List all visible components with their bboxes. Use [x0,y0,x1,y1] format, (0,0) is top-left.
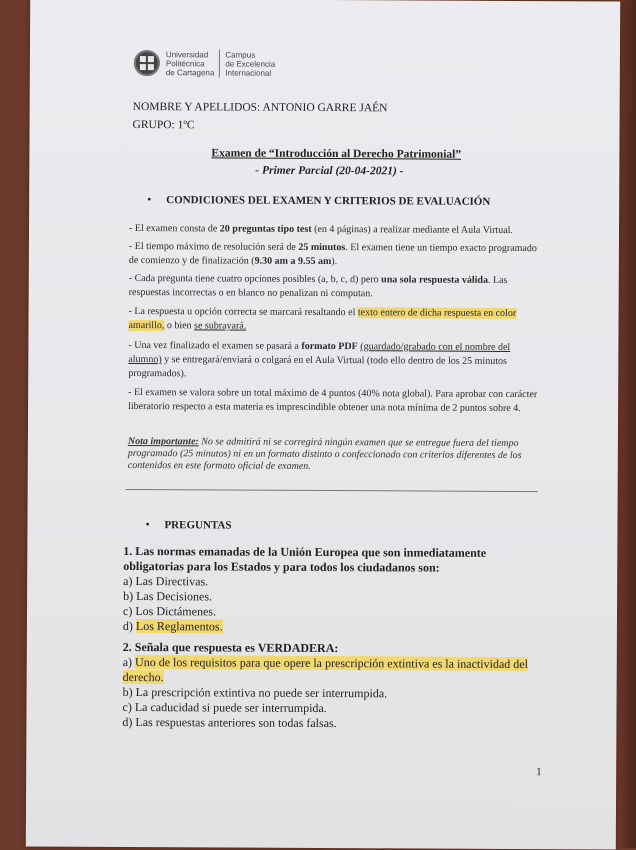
exam-page [26,0,620,850]
student-name: NOMBRE Y APELLIDOS: ANTONIO GARRE JAÉN [132,100,388,115]
condition-4: - La respuesta u opción correcta se marcará resaltando el texto entero de dicha respuesta en color amarillo, o bien se subrayará. [128,305,517,332]
question-1 [123,544,543,636]
condition-5: - Una vez finalizado el examen se pasará a formato PDF (guardado/grabado con el nombre del alumno) y se entregará/enviará o colgará en el Aula Virtual (todo ello dentro de los 25 minutos programados). [128,339,511,380]
university-seal-icon [134,50,160,76]
highlighted-text: texto entero de dicha respuesta en color amarillo, [128,307,517,332]
page-number: 1 [536,766,542,779]
bullet-icon: • [147,192,152,207]
condition-2: - El tiempo máximo de resolución será de 25 minutos. El examen tiene un tiempo exacto programado de comienzo y de finalización (9.30 am a 9.55 am). [128,240,537,268]
highlighted-answer: Los Reglamentos. [135,619,223,634]
condition-1: - El examen consta de 20 preguntas tipo test (en 4 páginas) a realizar mediante el Aula Virtual. [128,222,513,236]
question-2-option-a: a) Uno de los requisitos para que opere la prescripción extintiva es la inactividad del derecho. [122,654,528,685]
highlighted-answer: Uno de los requisitos para que opere la prescripción extintiva es la inactividad del derecho. [122,655,528,685]
question-1-stem: 1. Las normas emanadas de la Unión Europea que son inmediatamente obligatorias para los Estados y para todos los ciudadanos son: [123,543,487,575]
condition-3: - Cada pregunta tiene cuatro opciones posibles (a, b, c, d) pero una sola respuesta válida. Las respuestas incorrectas o en blanco no penalizan ni computan. [128,272,508,300]
questions-heading: PREGUNTAS [164,519,232,532]
exam-subtitle: - Primer Parcial (20-04-2021) - [255,164,404,178]
question-1-option-a: a) Las Directivas. [123,573,209,589]
condition-6: - El examen se valora sobre un total máximo de 4 puntos (40% nota global). Para aprobar con carácter liberatorio respecto a esta materia es imprescindible obtener una nota mínima de 2 puntos sobre 4. [128,386,538,415]
section-divider [126,489,538,492]
question-1-option-c: c) Los Dictámenes. [122,603,217,619]
bullet-icon: • [145,517,150,532]
student-group: GRUPO: 1ºC [132,118,195,132]
exam-title: Examen de “Introducción al Derecho Patrimonial” [211,147,462,161]
conditions-heading: CONDICIONES DEL EXAMEN Y CRITERIOS DE EVALUACIÓN [166,194,491,208]
logo-divider [219,49,220,77]
important-note: Nota importante: No se admitirá ni se corregirá ningún examen que se entregue fuera del tiempo programado (25 minutos) ni en un formato distinto o confeccionado con criterios diferentes de los contenidos en este formato oficial de examen. [127,435,522,472]
question-2 [122,640,542,732]
campus-name: Campus de Excelencia Internacional [225,49,276,78]
question-2-stem: 2. Señala que respuesta es VERDADERA: [122,639,339,656]
question-1-option-d: d) Los Reglamentos. [122,618,223,634]
university-logo [134,49,275,78]
university-name: Universidad Politécnica de Cartagena [165,49,215,77]
question-2-option-c: c) La caducidad si puede ser interrumpida. [122,699,327,716]
question-1-option-b: b) Las Decisiones. [123,588,213,604]
question-2-option-d: d) Las respuestas anteriores son todas falsas. [122,714,337,731]
question-2-option-b: b) La prescripción extintiva no puede ser interrumpida. [122,684,388,701]
